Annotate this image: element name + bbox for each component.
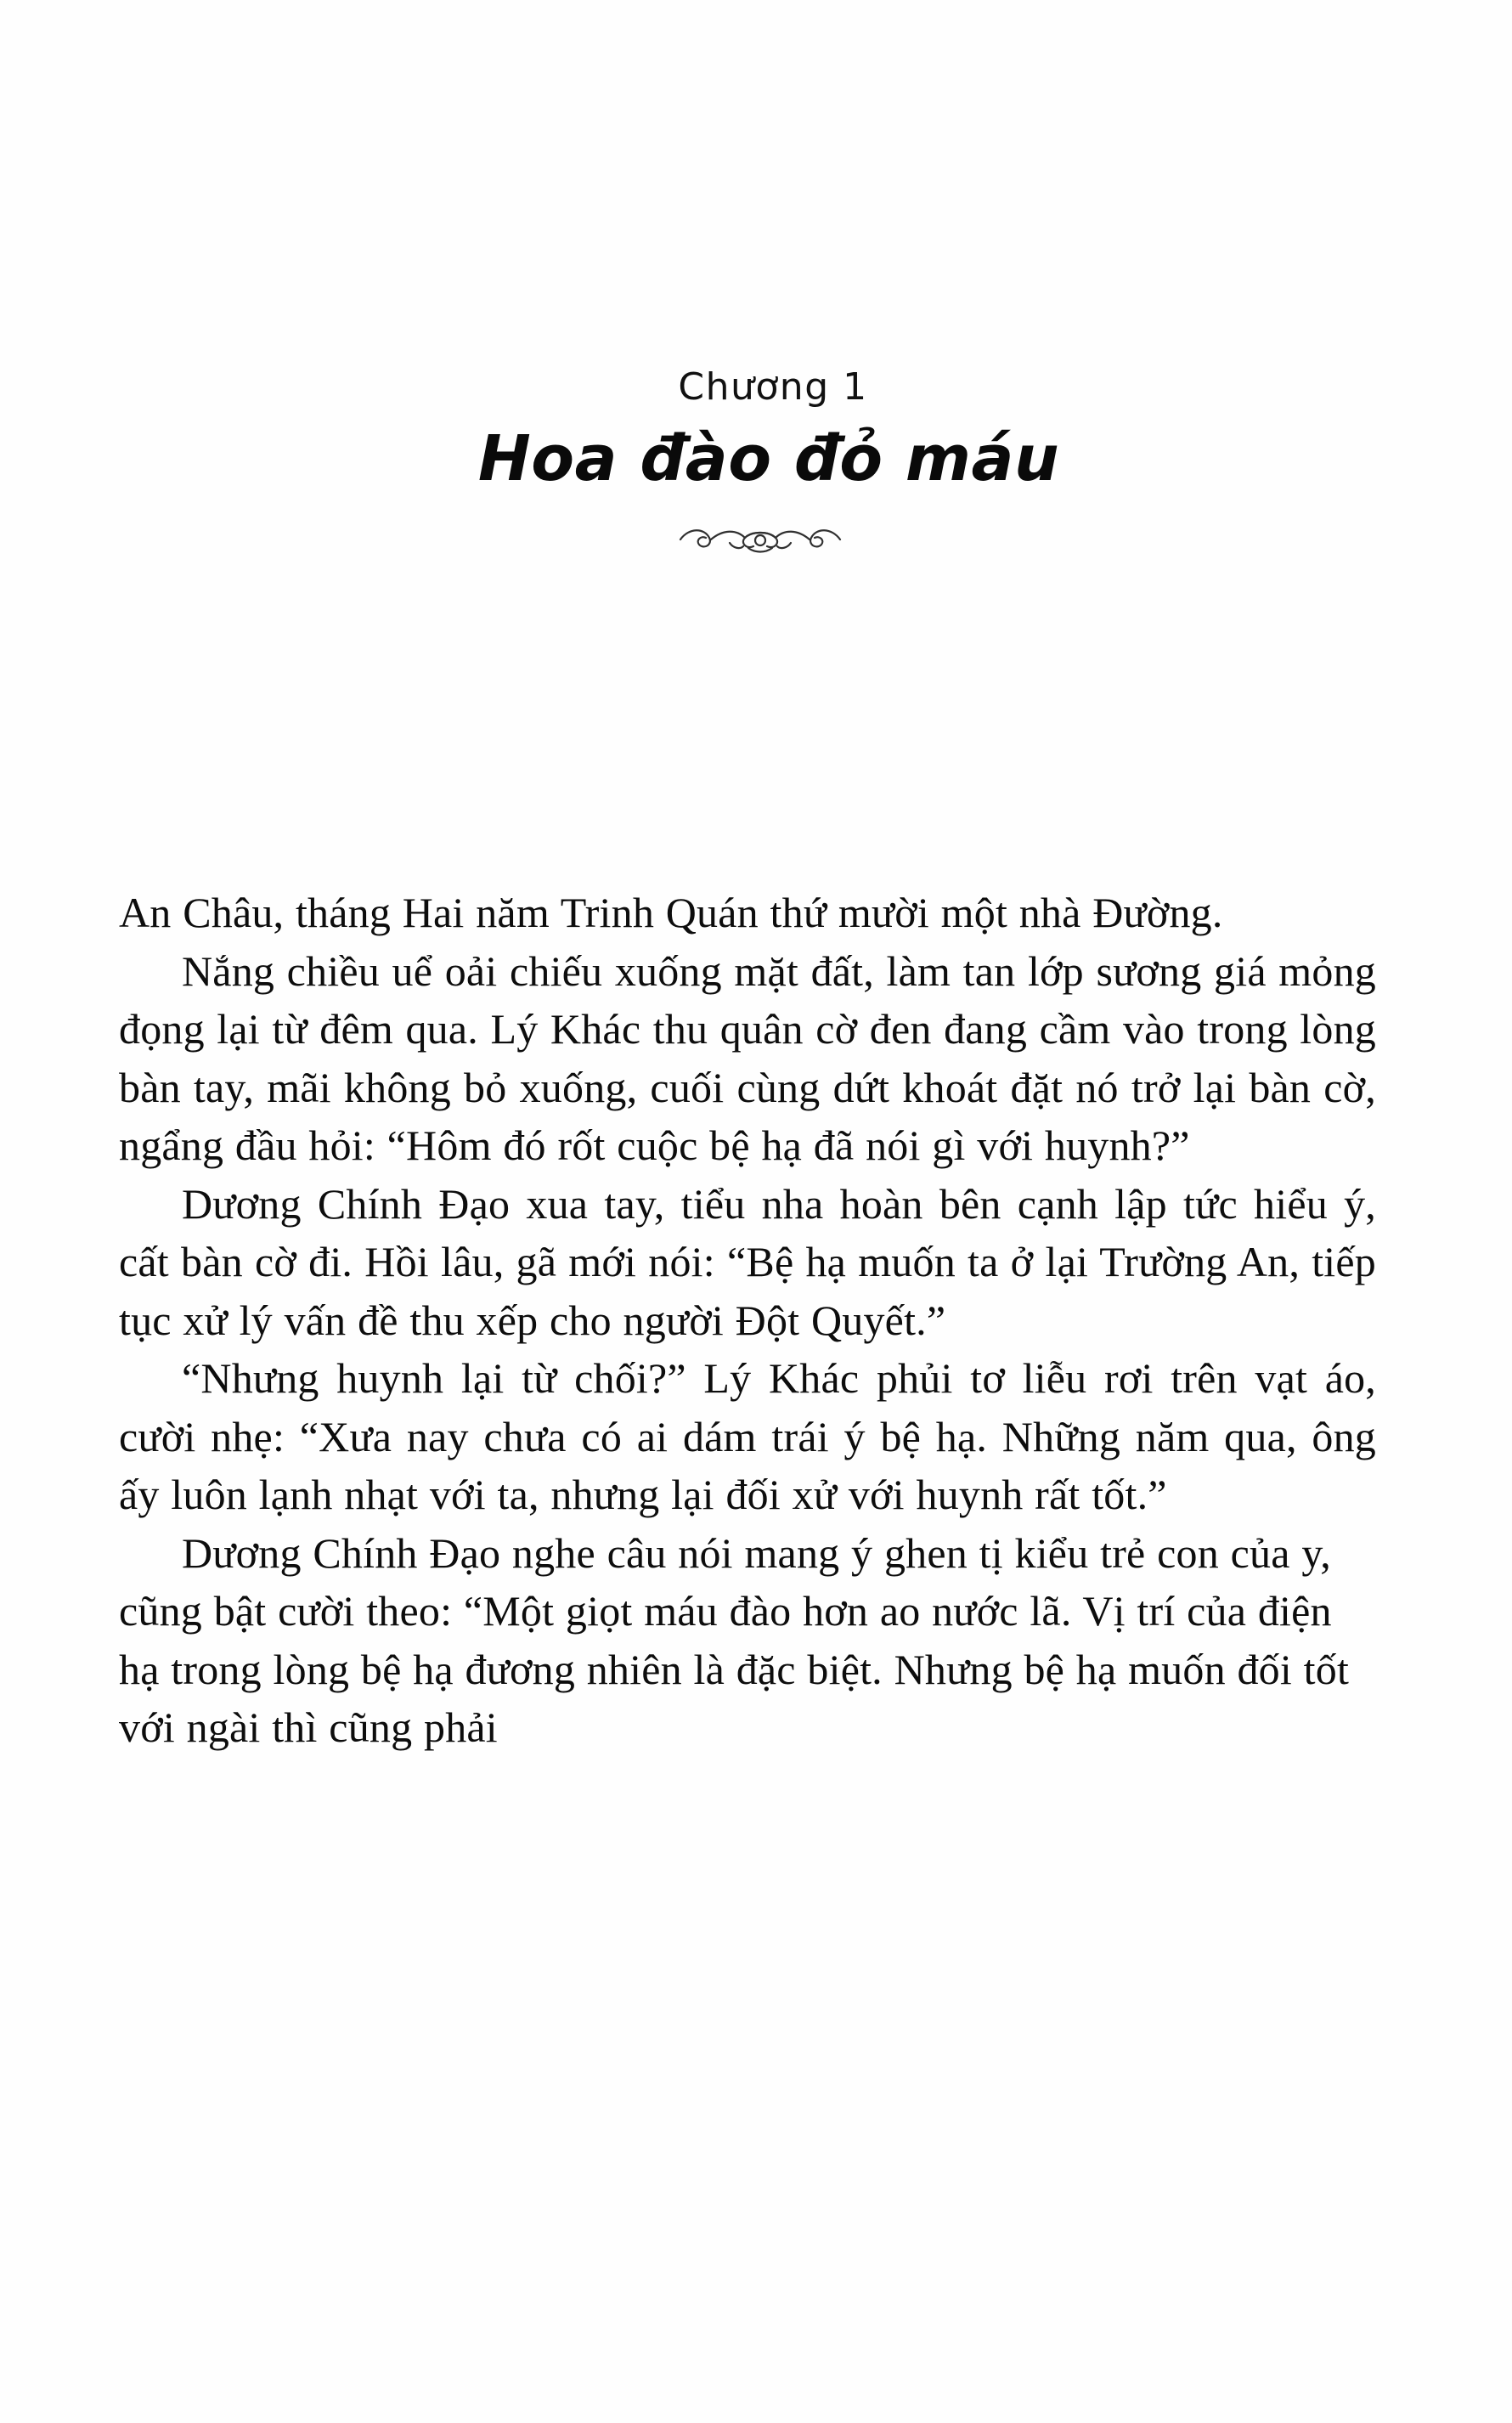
chapter-label: Chương 1 xyxy=(678,365,868,409)
paragraph: Nắng chiều uể oải chiếu xuống mặt đất, làm tan lớp sương giá mỏng đọng lại từ đêm qua. Lý Khác thu quân cờ đen đang cầm vào trong lòng bàn tay, mãi không bỏ xuống, cuối cùng dứt khoát đặt nó trở lại bàn cờ, ngẩng đầu hỏi: “Hôm đó rốt cuộc bệ hạ đã nói gì với huynh?” xyxy=(119,946,1376,1169)
paragraph: “Nhưng huynh lại từ chối?” Lý Khác phủi tơ liễu rơi trên vạt áo, cười nhẹ: “Xưa nay chưa có ai dám trái ý bệ hạ. Những năm qua, ông ấy luôn lạnh nhạt với ta, nhưng lại đối xử với huynh rất tốt.” xyxy=(119,1354,1376,1518)
chapter-heading-block xyxy=(127,365,1385,565)
floral-ornament-icon xyxy=(127,514,1385,565)
paragraph: An Châu, tháng Hai năm Trinh Quán thứ mười một nhà Đường. xyxy=(119,889,1223,936)
page-body xyxy=(119,884,1376,1757)
paragraph: Dương Chính Đạo nghe câu nói mang ý ghen tị kiểu trẻ con của y, cũng bật cười theo: “Một giọt máu đào hơn ao nước lã. Vị trí của điện hạ trong lòng bệ hạ đương nhiên là đặc biệt. Nhưng bệ hạ muốn đối tốt với ngài thì cũng phải xyxy=(119,1528,1350,1751)
paragraph: Dương Chính Đạo xua tay, tiểu nha hoàn bên cạnh lập tức hiểu ý, cất bàn cờ đi. Hồi lâu, gã mới nói: “Bệ hạ muốn ta ở lại Trường An, tiếp tục xử lý vấn đề thu xếp cho người Đột Quyết.” xyxy=(119,1179,1376,1344)
chapter-title: Hoa đào đỏ máu xyxy=(477,422,1060,495)
